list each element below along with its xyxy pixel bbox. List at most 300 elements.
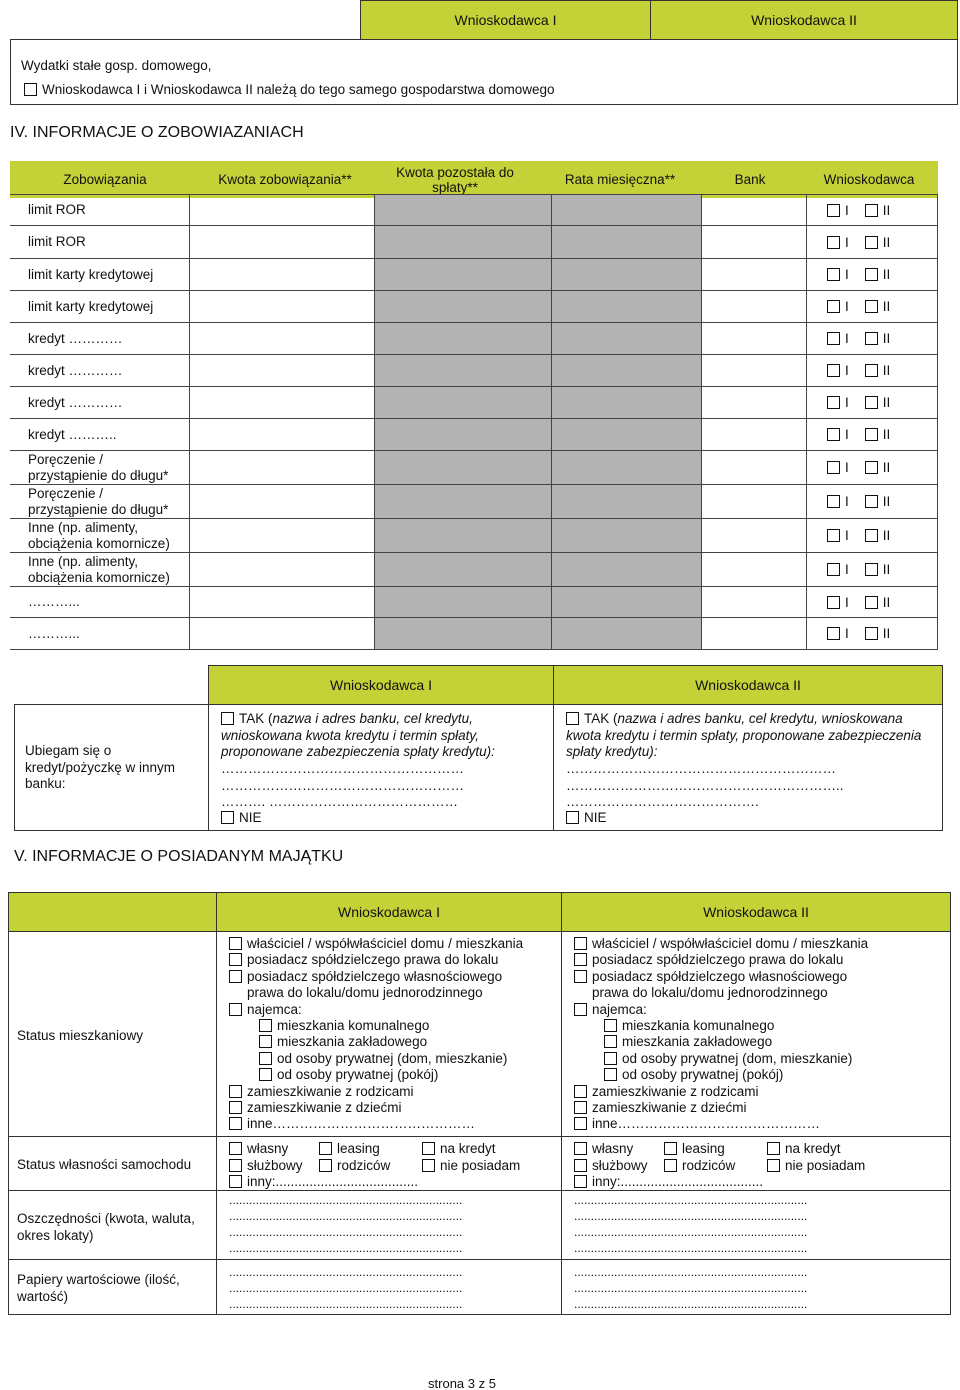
- car-option: [319, 1158, 390, 1175]
- loan-header-applicant-2-text: Wnioskodawca II: [695, 677, 801, 693]
- housing-label: Status mieszkaniowy: [17, 1028, 144, 1043]
- car-option-label: leasing: [337, 1141, 380, 1156]
- car-option-checkbox[interactable]: [319, 1159, 332, 1172]
- col-liabilities: Zobowiązania: [63, 172, 147, 187]
- liability-remaining-input[interactable]: [375, 587, 552, 618]
- car-option: [664, 1158, 735, 1175]
- housing-option-label: zamieszkiwanie z dziećmi: [592, 1100, 747, 1115]
- assets-header-applicant-2: [561, 892, 951, 932]
- applicant-ii-label: II: [882, 234, 891, 250]
- loan-label: Ubiegam się o kredyt/pożyczkę w innym banku:: [25, 743, 176, 791]
- loan-yes-2: [566, 711, 938, 761]
- housing-option-checkbox[interactable]: [229, 1101, 242, 1114]
- liability-bank-input[interactable]: [702, 355, 807, 387]
- applicant-ii-checkbox[interactable]: [865, 396, 878, 409]
- housing-option: [259, 1067, 438, 1084]
- liability-row: [10, 355, 938, 387]
- applicant-i-checkbox[interactable]: [827, 332, 840, 345]
- applicant-i-checkbox[interactable]: [827, 236, 840, 249]
- car-option-label: inny:......................................: [592, 1174, 764, 1189]
- assets-header-applicant-1: [216, 892, 562, 932]
- housing-option-checkbox[interactable]: [574, 937, 587, 950]
- loan-2-dots-1[interactable]: ……………………………………………………: [566, 761, 836, 776]
- housing-option-checkbox[interactable]: [259, 1052, 272, 1065]
- securities-label-cell: [8, 1259, 217, 1315]
- loan-no-1-label: NIE: [239, 810, 262, 825]
- liability-label-cell: [10, 259, 190, 291]
- housing-option-label: właściciel / współwłaściciel domu / mieszkania: [592, 936, 869, 951]
- applicant-i-checkbox[interactable]: [827, 204, 840, 217]
- car-option-checkbox[interactable]: [767, 1142, 780, 1155]
- col-remaining: Kwota pozostała do spłaty**: [396, 164, 514, 195]
- liability-label-cell: [10, 485, 190, 519]
- liability-remaining-input[interactable]: [375, 419, 552, 451]
- loan-yes-1-checkbox[interactable]: [221, 712, 234, 725]
- applicant-ii-label: II: [882, 562, 891, 577]
- housing-option-checkbox[interactable]: [604, 1019, 617, 1032]
- car-option-label: inny:......................................: [247, 1174, 419, 1189]
- liability-label-cell: [10, 355, 190, 387]
- liability-amount-input[interactable]: [190, 226, 375, 259]
- liability-row: [10, 291, 938, 323]
- liability-installment-input[interactable]: [552, 291, 702, 323]
- liability-label-cell: [10, 587, 190, 618]
- car-applicant-1: [216, 1136, 562, 1191]
- applicant-ii-checkbox[interactable]: [865, 204, 878, 217]
- housing-option: [574, 936, 868, 953]
- car-option-checkbox[interactable]: [574, 1175, 587, 1188]
- loan-1-dots-2[interactable]: ………………………………………………: [221, 778, 464, 793]
- securities-applicant-1: [216, 1259, 562, 1315]
- applicant-ii-checkbox[interactable]: [865, 563, 878, 576]
- housing-option-checkbox[interactable]: [259, 1068, 272, 1081]
- dotted-input-line[interactable]: ......................................................................: [229, 1241, 463, 1255]
- loan-yes-1-label: TAK (: [239, 711, 273, 726]
- liability-remaining-input[interactable]: [375, 618, 552, 650]
- liability-row: [10, 323, 938, 355]
- liability-row: [10, 387, 938, 419]
- car-option-label: własny: [592, 1141, 634, 1156]
- dotted-input-line[interactable]: ......................................................................: [574, 1193, 808, 1207]
- car-option: [574, 1141, 633, 1158]
- dotted-input-line[interactable]: ......................................................................: [229, 1193, 463, 1207]
- liability-remaining-input[interactable]: [375, 195, 552, 226]
- securities-label: Papiery wartościowe (ilość, wartość): [17, 1272, 180, 1304]
- savings-label-cell: [8, 1190, 217, 1260]
- liability-label: Inne (np. alimenty, obciążenia komornicze): [28, 553, 170, 585]
- housing-label-cell: [8, 931, 217, 1137]
- applicant-ii-checkbox[interactable]: [865, 332, 878, 345]
- car-applicant-2: [561, 1136, 951, 1191]
- applicant-i-checkbox[interactable]: [827, 563, 840, 576]
- loan-no-2-checkbox[interactable]: [566, 811, 579, 824]
- liability-label-cell: [10, 618, 190, 650]
- housing-option-checkbox[interactable]: [604, 1035, 617, 1048]
- savings-applicant-1: [216, 1190, 562, 1260]
- loan-yes-1: [221, 711, 547, 761]
- liability-label: Inne (np. alimenty, obciążenia komornicze): [28, 519, 170, 551]
- assets-header-empty: [8, 892, 217, 932]
- loan-yes-2-label: TAK (: [584, 711, 618, 726]
- liability-bank-input[interactable]: [702, 195, 807, 226]
- liability-bank-input[interactable]: [702, 451, 807, 485]
- applicant-ii-checkbox[interactable]: [865, 461, 878, 474]
- loan-yes-2-checkbox[interactable]: [566, 712, 579, 725]
- liability-installment-input[interactable]: [552, 519, 702, 553]
- housing-option: [604, 1034, 772, 1051]
- liability-applicant-cell: [807, 226, 938, 259]
- applicant-i-label: I: [845, 427, 849, 442]
- liability-bank-input[interactable]: [702, 419, 807, 451]
- housing-option: [592, 985, 828, 1002]
- housing-option-checkbox[interactable]: [259, 1019, 272, 1032]
- car-option: [229, 1174, 418, 1191]
- housing-option-checkbox[interactable]: [229, 1003, 242, 1016]
- liability-label-cell: [10, 323, 190, 355]
- liability-installment-input[interactable]: [552, 618, 702, 650]
- liability-applicant-cell: [807, 291, 938, 323]
- dotted-input-line[interactable]: ......................................................................: [574, 1297, 808, 1311]
- liability-applicant-cell: [807, 355, 938, 387]
- housing-option: [574, 1084, 759, 1101]
- liability-remaining-input[interactable]: [375, 355, 552, 387]
- liability-bank-input[interactable]: [702, 553, 807, 587]
- housing-option-label: prawa do lokalu/domu jednorodzinnego: [592, 985, 828, 1001]
- applicant-ii-checkbox[interactable]: [865, 596, 878, 609]
- housing-option: [604, 1051, 852, 1068]
- applicant-ii-checkbox[interactable]: [865, 236, 878, 249]
- liability-row: [10, 226, 938, 259]
- applicant-ii-checkbox[interactable]: [865, 364, 878, 377]
- liability-bank-input[interactable]: [702, 519, 807, 553]
- dotted-input-line[interactable]: ......................................................................: [574, 1225, 808, 1239]
- liability-row: [10, 195, 938, 226]
- liability-bank-input[interactable]: [702, 587, 807, 618]
- car-label: Status własności samochodu: [17, 1157, 192, 1172]
- car-label-cell: [8, 1136, 217, 1191]
- housing-option-label: od osoby prywatnej (dom, mieszkanie): [277, 1050, 508, 1066]
- liability-amount-input[interactable]: [190, 195, 375, 226]
- col-applicant: Wnioskodawca: [823, 172, 915, 187]
- liability-label-cell: [10, 553, 190, 587]
- liability-label: kredyt …………: [28, 362, 123, 378]
- car-option-checkbox[interactable]: [664, 1142, 677, 1155]
- liability-bank-input[interactable]: [702, 226, 807, 259]
- loan-header-applicant-1: [208, 665, 554, 705]
- housing-option-checkbox[interactable]: [574, 1101, 587, 1114]
- housing-option: [229, 936, 523, 953]
- applicant-ii-checkbox[interactable]: [865, 300, 878, 313]
- liability-amount-input[interactable]: [190, 451, 375, 485]
- liability-label: ………...: [28, 625, 80, 641]
- car-option-label: służbowy: [592, 1158, 648, 1173]
- applicant-i-checkbox[interactable]: [827, 300, 840, 313]
- housing-option-label: posiadacz spółdzielczego prawa do lokalu: [592, 952, 844, 968]
- applicant-ii-label: II: [882, 427, 891, 442]
- housing-option-checkbox[interactable]: [604, 1052, 617, 1065]
- liability-remaining-input[interactable]: [375, 291, 552, 323]
- housing-option-checkbox[interactable]: [574, 1003, 587, 1016]
- header-applicant-2-text: Wnioskodawca II: [751, 12, 857, 28]
- liability-installment-input[interactable]: [552, 553, 702, 587]
- dotted-input-line[interactable]: ......................................................................: [229, 1281, 463, 1295]
- housing-option-label: mieszkania zakładowego: [277, 1034, 428, 1050]
- applicant-i-checkbox[interactable]: [827, 495, 840, 508]
- liability-remaining-input[interactable]: [375, 259, 552, 291]
- liability-label-cell: [10, 195, 190, 226]
- liability-label-cell: [10, 451, 190, 485]
- applicant-ii-label: II: [882, 494, 891, 509]
- car-option-label: na kredyt: [440, 1141, 496, 1156]
- liability-amount-input[interactable]: [190, 387, 375, 419]
- liability-installment-input[interactable]: [552, 355, 702, 387]
- liability-installment-input[interactable]: [552, 387, 702, 419]
- liability-remaining-input[interactable]: [375, 323, 552, 355]
- liability-applicant-cell: [807, 553, 938, 587]
- liability-bank-input[interactable]: [702, 485, 807, 519]
- housing-option-checkbox[interactable]: [229, 937, 242, 950]
- housing-option-label: zamieszkiwanie z rodzicami: [592, 1083, 759, 1099]
- loan-1-dots-3[interactable]: ………. ……………………………………: [221, 794, 459, 809]
- loan-no-1-checkbox[interactable]: [221, 811, 234, 824]
- car-option-label: własny: [247, 1141, 289, 1156]
- liability-remaining-input[interactable]: [375, 553, 552, 587]
- car-option-checkbox[interactable]: [664, 1159, 677, 1172]
- dotted-input-line[interactable]: ......................................................................: [574, 1209, 808, 1223]
- car-option-checkbox[interactable]: [574, 1142, 587, 1155]
- loan-applicant-2-cell: [553, 704, 943, 831]
- liability-row: [10, 553, 938, 587]
- liability-installment-input[interactable]: [552, 419, 702, 451]
- liability-installment-input[interactable]: [552, 587, 702, 618]
- liability-installment-input[interactable]: [552, 323, 702, 355]
- car-option-checkbox[interactable]: [229, 1142, 242, 1155]
- household-box: [10, 39, 958, 105]
- dotted-input-line[interactable]: ......................................................................: [229, 1209, 463, 1223]
- dotted-input-line[interactable]: ......................................................................: [229, 1297, 463, 1311]
- housing-option-label: posiadacz spółdzielczego własnościowego: [247, 968, 503, 984]
- dotted-input-line[interactable]: ......................................................................: [574, 1281, 808, 1295]
- housing-option: [574, 952, 843, 969]
- applicant-i-label: I: [845, 562, 849, 577]
- loan-yes-1-desc: nazwa i adres banku, cel kredytu, wnioskowana kwota kredytu i termin spłaty, proponowane zabezpieczenia spłaty kredytu):: [221, 711, 495, 759]
- liability-bank-input[interactable]: [702, 259, 807, 291]
- dotted-input-line[interactable]: ......................................................................: [574, 1241, 808, 1255]
- loan-no-2: [566, 810, 607, 827]
- car-option-label: leasing: [682, 1141, 725, 1156]
- liability-label-cell: [10, 419, 190, 451]
- liability-remaining-input[interactable]: [375, 226, 552, 259]
- car-option-checkbox[interactable]: [229, 1175, 242, 1188]
- car-option-checkbox[interactable]: [767, 1159, 780, 1172]
- liability-label-cell: [10, 387, 190, 419]
- car-option: [319, 1141, 380, 1158]
- liability-amount-input[interactable]: [190, 323, 375, 355]
- liability-amount-input[interactable]: [190, 419, 375, 451]
- housing-option-checkbox[interactable]: [229, 1117, 242, 1130]
- liability-label: ………...: [28, 594, 80, 609]
- liability-label-cell: [10, 291, 190, 323]
- applicant-i-checkbox[interactable]: [827, 268, 840, 281]
- car-option-checkbox[interactable]: [229, 1159, 242, 1172]
- liability-row: [10, 519, 938, 553]
- liability-label-cell: [10, 226, 190, 259]
- housing-option-checkbox[interactable]: [574, 1085, 587, 1098]
- liability-installment-input[interactable]: [552, 195, 702, 226]
- applicant-i-checkbox[interactable]: [827, 364, 840, 377]
- applicant-ii-label: II: [882, 626, 891, 641]
- loan-no-1: [221, 810, 262, 827]
- assets-header-applicant-1-text: Wnioskodawca I: [338, 904, 440, 920]
- dotted-input-line[interactable]: ......................................................................: [229, 1265, 463, 1279]
- liability-label: Poręczenie / przystąpienie do długu*: [28, 485, 169, 517]
- applicant-ii-label: II: [882, 267, 891, 282]
- loan-2-dots-2[interactable]: ……………………………………………………..: [566, 778, 844, 793]
- housing-option-label: prawa do lokalu/domu jednorodzinnego: [247, 985, 483, 1001]
- loan-header-applicant-2: [553, 665, 943, 705]
- liability-applicant-cell: [807, 323, 938, 355]
- dotted-input-line[interactable]: ......................................................................: [229, 1225, 463, 1239]
- col-amount: Kwota zobowiązania**: [218, 172, 352, 187]
- liability-row: [10, 419, 938, 451]
- liability-amount-input[interactable]: [190, 587, 375, 618]
- car-option: [664, 1141, 725, 1158]
- liability-installment-input[interactable]: [552, 226, 702, 259]
- liability-amount-input[interactable]: [190, 355, 375, 387]
- applicant-ii-label: II: [882, 395, 891, 410]
- car-option: [422, 1141, 496, 1158]
- liability-row: [10, 259, 938, 291]
- same-household-checkbox[interactable]: [24, 83, 37, 96]
- housing-option-label: mieszkania komunalnego: [277, 1018, 430, 1033]
- applicant-ii-label: II: [882, 202, 891, 218]
- housing-option-checkbox[interactable]: [229, 970, 242, 983]
- applicant-i-checkbox[interactable]: [827, 627, 840, 640]
- car-option-label: służbowy: [247, 1158, 303, 1173]
- housing-option: [604, 1018, 774, 1035]
- section-4-title: IV. INFORMACJE O ZOBOWIAZANIACH: [10, 124, 304, 141]
- liability-applicant-cell: [807, 195, 938, 226]
- housing-option-checkbox[interactable]: [574, 970, 587, 983]
- liability-row: [10, 587, 938, 618]
- applicant-i-checkbox[interactable]: [827, 428, 840, 441]
- liability-label: limit ROR: [28, 234, 86, 249]
- housing-option-label: najemca:: [247, 1001, 302, 1017]
- liability-bank-input[interactable]: [702, 387, 807, 419]
- car-option-label: na kredyt: [785, 1141, 841, 1156]
- applicant-i-label: I: [845, 202, 849, 218]
- applicant-ii-checkbox[interactable]: [865, 627, 878, 640]
- car-option-label: nie posiadam: [440, 1158, 521, 1173]
- applicant-i-checkbox[interactable]: [827, 461, 840, 474]
- applicant-i-checkbox[interactable]: [827, 396, 840, 409]
- car-option-checkbox[interactable]: [319, 1142, 332, 1155]
- housing-option-label: najemca:: [592, 1001, 647, 1017]
- liability-amount-input[interactable]: [190, 485, 375, 519]
- applicant-i-label: I: [845, 267, 849, 282]
- liability-applicant-cell: [807, 419, 938, 451]
- housing-option: [229, 1100, 402, 1117]
- applicant-i-label: I: [845, 460, 849, 475]
- assets-header-applicant-2-text: Wnioskodawca II: [703, 904, 809, 920]
- applicant-i-checkbox[interactable]: [827, 596, 840, 609]
- housing-option-checkbox[interactable]: [604, 1068, 617, 1081]
- loan-2-dots-3[interactable]: …………………………………….: [566, 794, 759, 809]
- dotted-input-line[interactable]: ......................................................................: [574, 1265, 808, 1279]
- header-applicant-1-text: Wnioskodawca I: [454, 12, 557, 28]
- liability-label: Poręczenie / przystąpienie do długu*: [28, 451, 169, 483]
- applicant-ii-label: II: [882, 594, 891, 610]
- car-option-checkbox[interactable]: [422, 1142, 435, 1155]
- loan-no-2-label: NIE: [584, 810, 607, 825]
- applicant-ii-checkbox[interactable]: [865, 529, 878, 542]
- liability-remaining-input[interactable]: [375, 387, 552, 419]
- applicant-i-checkbox[interactable]: [827, 529, 840, 542]
- housing-option: [259, 1051, 507, 1068]
- applicant-ii-checkbox[interactable]: [865, 428, 878, 441]
- applicant-i-label: I: [845, 395, 849, 410]
- col-bank: Bank: [734, 172, 766, 187]
- col-installment: Rata miesięczna**: [564, 172, 676, 187]
- liability-bank-input[interactable]: [702, 323, 807, 355]
- liability-installment-input[interactable]: [552, 485, 702, 519]
- liability-bank-input[interactable]: [702, 618, 807, 650]
- liability-installment-input[interactable]: [552, 259, 702, 291]
- applicant-ii-checkbox[interactable]: [865, 268, 878, 281]
- car-option-label: nie posiadam: [785, 1158, 866, 1173]
- housing-option-label: mieszkania zakładowego: [622, 1034, 773, 1050]
- housing-option-checkbox[interactable]: [574, 953, 587, 966]
- liability-applicant-cell: [807, 519, 938, 553]
- liability-bank-input[interactable]: [702, 291, 807, 323]
- housing-option-label: mieszkania komunalnego: [622, 1018, 775, 1033]
- liability-row: [10, 485, 938, 519]
- car-option: [229, 1158, 303, 1175]
- housing-option-checkbox[interactable]: [259, 1035, 272, 1048]
- liability-remaining-input[interactable]: [375, 519, 552, 553]
- liability-installment-input[interactable]: [552, 451, 702, 485]
- liability-applicant-cell: [807, 485, 938, 519]
- liability-amount-input[interactable]: [190, 519, 375, 553]
- liability-amount-input[interactable]: [190, 291, 375, 323]
- housing-option-checkbox[interactable]: [229, 953, 242, 966]
- liability-remaining-input[interactable]: [375, 451, 552, 485]
- liabilities-header: [10, 161, 938, 198]
- liability-amount-input[interactable]: [190, 618, 375, 650]
- car-option: [229, 1141, 288, 1158]
- liability-amount-input[interactable]: [190, 553, 375, 587]
- savings-label: Oszczędności (kwota, waluta, okres lokaty): [17, 1211, 195, 1243]
- housing-applicant-1: [216, 931, 562, 1137]
- housing-option-checkbox[interactable]: [574, 1117, 587, 1130]
- housing-option-checkbox[interactable]: [229, 1085, 242, 1098]
- liability-amount-input[interactable]: [190, 259, 375, 291]
- car-option-checkbox[interactable]: [574, 1159, 587, 1172]
- applicant-ii-checkbox[interactable]: [865, 495, 878, 508]
- liability-applicant-cell: [807, 387, 938, 419]
- housing-option-label: właściciel / współwłaściciel domu / mieszkania: [247, 936, 524, 951]
- car-option-label: rodziców: [682, 1158, 736, 1173]
- housing-option-label: zamieszkiwanie z rodzicami: [247, 1083, 414, 1099]
- housing-option-label: posiadacz spółdzielczego prawa do lokalu: [247, 952, 499, 968]
- loan-1-dots-1[interactable]: ………………………………………………: [221, 761, 464, 776]
- housing-option: [259, 1018, 429, 1035]
- housing-option-label: posiadacz spółdzielczego własnościowego: [592, 968, 848, 984]
- liability-remaining-input[interactable]: [375, 485, 552, 519]
- housing-option: [247, 985, 483, 1002]
- housing-option-label: inne………………………………………: [247, 1116, 476, 1132]
- car-option-checkbox[interactable]: [422, 1159, 435, 1172]
